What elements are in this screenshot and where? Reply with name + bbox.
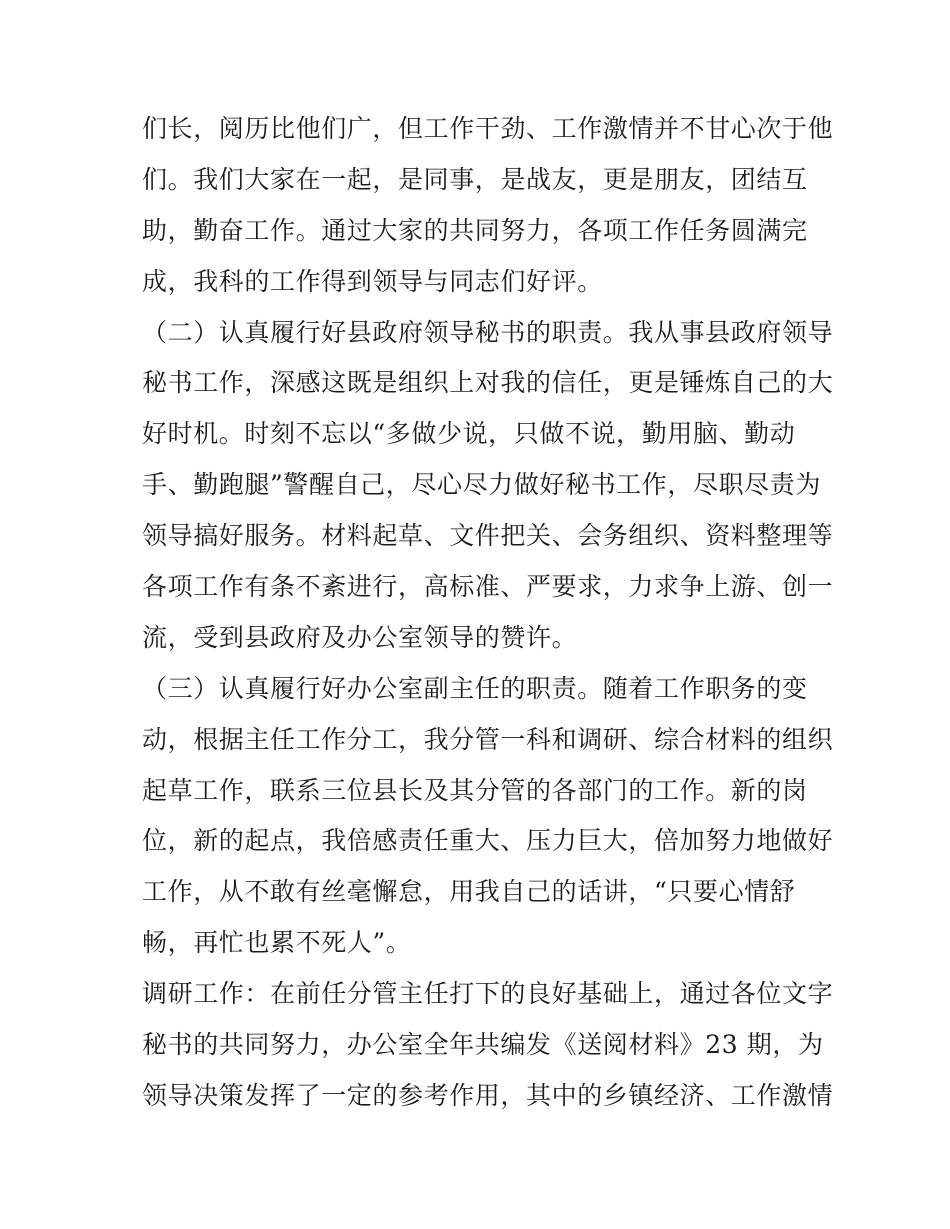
text-line: 调研工作：在前任分管主任打下的良好基础上，通过各位文字	[142, 979, 834, 1009]
text-line: 位，新的起点，我倍感责任重大、压力巨大，倍加努力地做好	[142, 826, 834, 856]
text-line: 成，我科的工作得到领导与同志们好评。	[142, 266, 603, 296]
text-line: 秘书的共同努力，办公室全年共编发《送阅材料》23 期，为	[142, 1030, 824, 1060]
text-line: 们。我们大家在一起，是同事，是战友，更是朋友，团结互	[142, 164, 808, 194]
text-line: 秘书工作，深感这既是组织上对我的信任，更是锤炼自己的大	[142, 368, 834, 398]
text-line: 领导搞好服务。材料起草、文件把关、会务组织、资料整理等	[142, 521, 834, 551]
text-line: 助，勤奋工作。通过大家的共同努力，各项工作任务圆满完	[142, 215, 808, 245]
text-line: （三）认真履行好办公室副主任的职责。随着工作职务的变	[142, 673, 808, 703]
text-line: 领导决策发挥了一定的参考作用，其中的乡镇经济、工作激情	[142, 1080, 834, 1110]
body-text	[142, 104, 834, 1122]
text-line: 流，受到县政府及办公室领导的赞许。	[142, 622, 578, 652]
text-line: 好时机。时刻不忘以“多做少说，只做不说，勤用脑、勤动	[142, 419, 796, 449]
text-line: （二）认真履行好县政府领导秘书的职责。我从事县政府领导	[142, 317, 834, 347]
text-line: 动，根据主任工作分工，我分管一科和调研、综合材料的组织	[142, 724, 834, 754]
text-line: 畅，再忙也累不死人”。	[142, 928, 412, 958]
text-line: 手、勤跑腿”警醒自己，尽心尽力做好秘书工作，尽职尽责为	[142, 470, 821, 500]
text-line: 们长，阅历比他们广，但工作干劲、工作激情并不甘心次于他	[142, 114, 834, 143]
text-line: 起草工作，联系三位县长及其分管的各部门的工作。新的岗	[142, 775, 808, 805]
text-line: 工作，从不敢有丝毫懈怠，用我自己的话讲，“只要心情舒	[142, 877, 796, 907]
text-line: 各项工作有条不紊进行，高标准、严要求，力求争上游、创一	[142, 572, 834, 602]
